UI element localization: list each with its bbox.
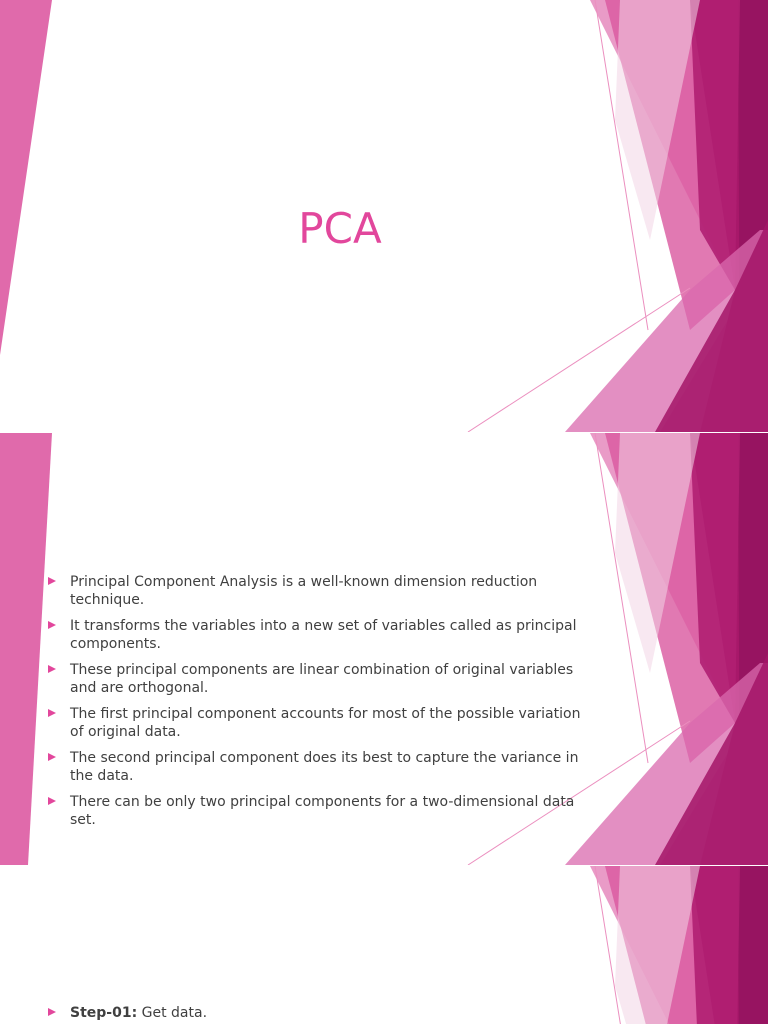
bullet-text: The first principal component accounts for most of the possible variation of original data. (70, 706, 581, 740)
step-label: Step-01: (70, 1005, 138, 1021)
triangle-right-bullet-icon (48, 797, 56, 805)
triangle-right-bullet-icon (48, 709, 56, 717)
slide-title-pca (0, 0, 768, 432)
bullet-item (48, 749, 588, 785)
triangle-right-bullet-icon (48, 665, 56, 673)
slide-decoration (0, 866, 768, 1024)
step-text: Get data. (137, 1005, 208, 1021)
triangle-right-bullet-icon (48, 621, 56, 629)
triangle-right-bullet-icon (48, 753, 56, 761)
bullet-item (48, 617, 588, 653)
bullet-text: Principal Component Analysis is a well-known dimension reduction technique. (70, 574, 538, 608)
bullet-text: These principal components are linear combination of original variables and are orthogonal. (70, 662, 574, 696)
bullet-item (48, 705, 588, 741)
bullet-text: The second principal component does its best to capture the variance in the data. (70, 750, 579, 784)
triangle-right-bullet-icon (48, 1008, 56, 1016)
triangle-right-bullet-icon (48, 577, 56, 585)
bullet-text: There can be only two principal components for a two-dimensional data set. (70, 794, 575, 828)
slide-pca-steps (0, 866, 768, 1024)
steps-list (48, 1004, 588, 1024)
slide-pca-overview (0, 433, 768, 865)
bullet-text: It transforms the variables into a new set of variables called as principal components. (70, 618, 577, 652)
bullet-list (48, 573, 588, 837)
bullet-item (48, 573, 588, 609)
slide-title: PCA (298, 204, 382, 253)
bullet-item (48, 793, 588, 829)
bullet-item (48, 661, 588, 697)
step-item (48, 1004, 588, 1022)
